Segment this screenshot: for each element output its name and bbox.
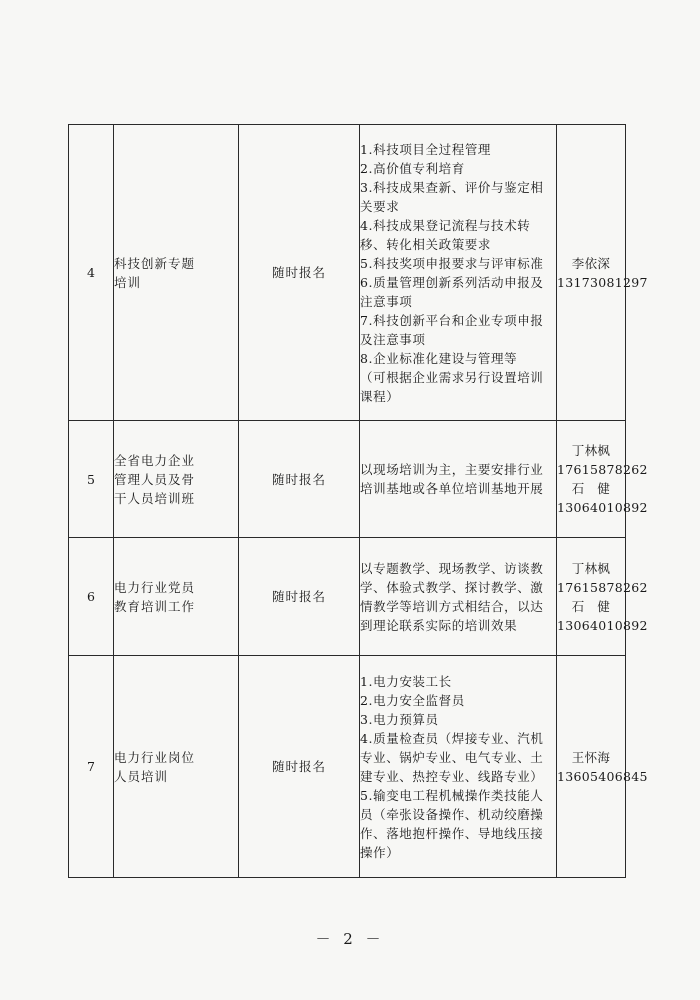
contact-line: 13605406845 <box>557 768 648 784</box>
course-name <box>114 656 239 878</box>
content-line: 以现场培训为主，主要安排行业 <box>360 462 544 477</box>
registration-time: 随时报名 <box>239 421 360 538</box>
content-line: 8.企业标准化建设与管理等 <box>360 350 518 366</box>
registration-time: 随时报名 <box>239 125 360 421</box>
course-content <box>360 538 557 656</box>
course-name-line: 教育培训工作 <box>114 598 196 614</box>
contact-info <box>557 421 648 538</box>
course-content <box>360 125 557 421</box>
contact-info <box>557 125 648 421</box>
content-line: 员（牵张设备操作、机动绞磨操 <box>360 806 544 822</box>
course-content <box>360 656 557 878</box>
content-line: 7.科技创新平台和企业专项申报 <box>360 312 544 328</box>
content-line: 注意事项 <box>360 293 413 309</box>
content-line: 4.科技成果登记流程与技术转 <box>360 217 531 233</box>
course-name-line: 管理人员及骨 <box>114 471 196 487</box>
course-name-line: 人员培训 <box>114 768 169 784</box>
contact-line: 石 健 <box>571 481 611 496</box>
course-content <box>360 421 557 538</box>
content-line: 学、体验式教学、探讨教学、激 <box>360 579 544 595</box>
contact-info <box>557 538 648 656</box>
contact-line: 13064010892 <box>557 617 648 633</box>
contact-line: 丁林枫 <box>571 443 611 458</box>
training-table <box>68 124 648 878</box>
content-line: 关要求 <box>360 198 400 214</box>
content-line: 1.电力安装工长 <box>360 673 452 689</box>
content-line: 3.科技成果查新、评价与鉴定相 <box>360 179 544 195</box>
content-line: 以专题教学、现场教学、访谈教 <box>360 560 544 576</box>
content-line: 1.科技项目全过程管理 <box>360 141 492 157</box>
content-line: 到理论联系实际的培训效果 <box>360 617 518 633</box>
course-name-line: 全省电力企业 <box>114 452 196 468</box>
content-line: 5.输变电工程机械操作类技能人 <box>360 787 544 803</box>
row-number: 7 <box>69 656 114 878</box>
content-line: 6.质量管理创新系列活动申报及 <box>360 274 544 290</box>
content-line: 作、落地抱杆操作、导地线压接 <box>360 825 544 841</box>
row-number: 5 <box>69 421 114 538</box>
course-name-line: 干人员培训班 <box>114 490 196 506</box>
registration-time: 随时报名 <box>239 538 360 656</box>
content-line: 4.质量检查员（焊接专业、汽机 <box>360 730 544 746</box>
contact-line: 李依深 <box>571 255 611 271</box>
course-name <box>114 125 239 421</box>
content-line: 培训基地或各单位培训基地开展 <box>360 481 544 496</box>
contact-line: 王怀海 <box>571 749 611 765</box>
contact-line: 石 健 <box>571 598 611 614</box>
contact-line: 13173081297 <box>557 274 648 290</box>
contact-line: 13064010892 <box>557 500 648 515</box>
content-line: 课程） <box>360 388 400 404</box>
content-line: 2.电力安全监督员 <box>360 692 465 708</box>
contact-line: 17615878262 <box>557 579 648 595</box>
course-name-line: 电力行业岗位 <box>114 749 196 765</box>
content-line: 情教学等培训方式相结合，以达 <box>360 598 544 614</box>
row-number: 6 <box>69 538 114 656</box>
table-row <box>69 125 626 421</box>
contact-line: 丁林枫 <box>571 560 611 576</box>
content-line: 5.科技奖项申报要求与评审标准 <box>360 255 544 271</box>
content-line: 2.高价值专利培育 <box>360 160 465 176</box>
content-line: 移、转化相关政策要求 <box>360 236 492 252</box>
content-line: 建专业、热控专业、线路专业） <box>360 768 544 784</box>
registration-time: 随时报名 <box>239 656 360 878</box>
page-number: － 2 － <box>315 930 385 948</box>
contact-info <box>557 656 648 878</box>
course-name-line: 科技创新专题 <box>114 255 196 271</box>
course-name-line: 电力行业党员 <box>114 579 196 595</box>
content-line: （可根据企业需求另行设置培训 <box>360 369 544 385</box>
content-line: 3.电力预算员 <box>360 711 439 727</box>
row-number: 4 <box>69 125 114 421</box>
table-row <box>69 656 626 878</box>
content-line: 操作） <box>360 844 400 860</box>
content-line: 专业、锅炉专业、电气专业、土 <box>360 749 544 765</box>
course-name-line: 培训 <box>114 274 142 290</box>
table-row <box>69 538 626 656</box>
content-line: 及注意事项 <box>360 331 426 347</box>
table-row <box>69 421 626 538</box>
contact-line: 17615878262 <box>557 462 648 477</box>
course-name <box>114 421 239 538</box>
course-name <box>114 538 239 656</box>
